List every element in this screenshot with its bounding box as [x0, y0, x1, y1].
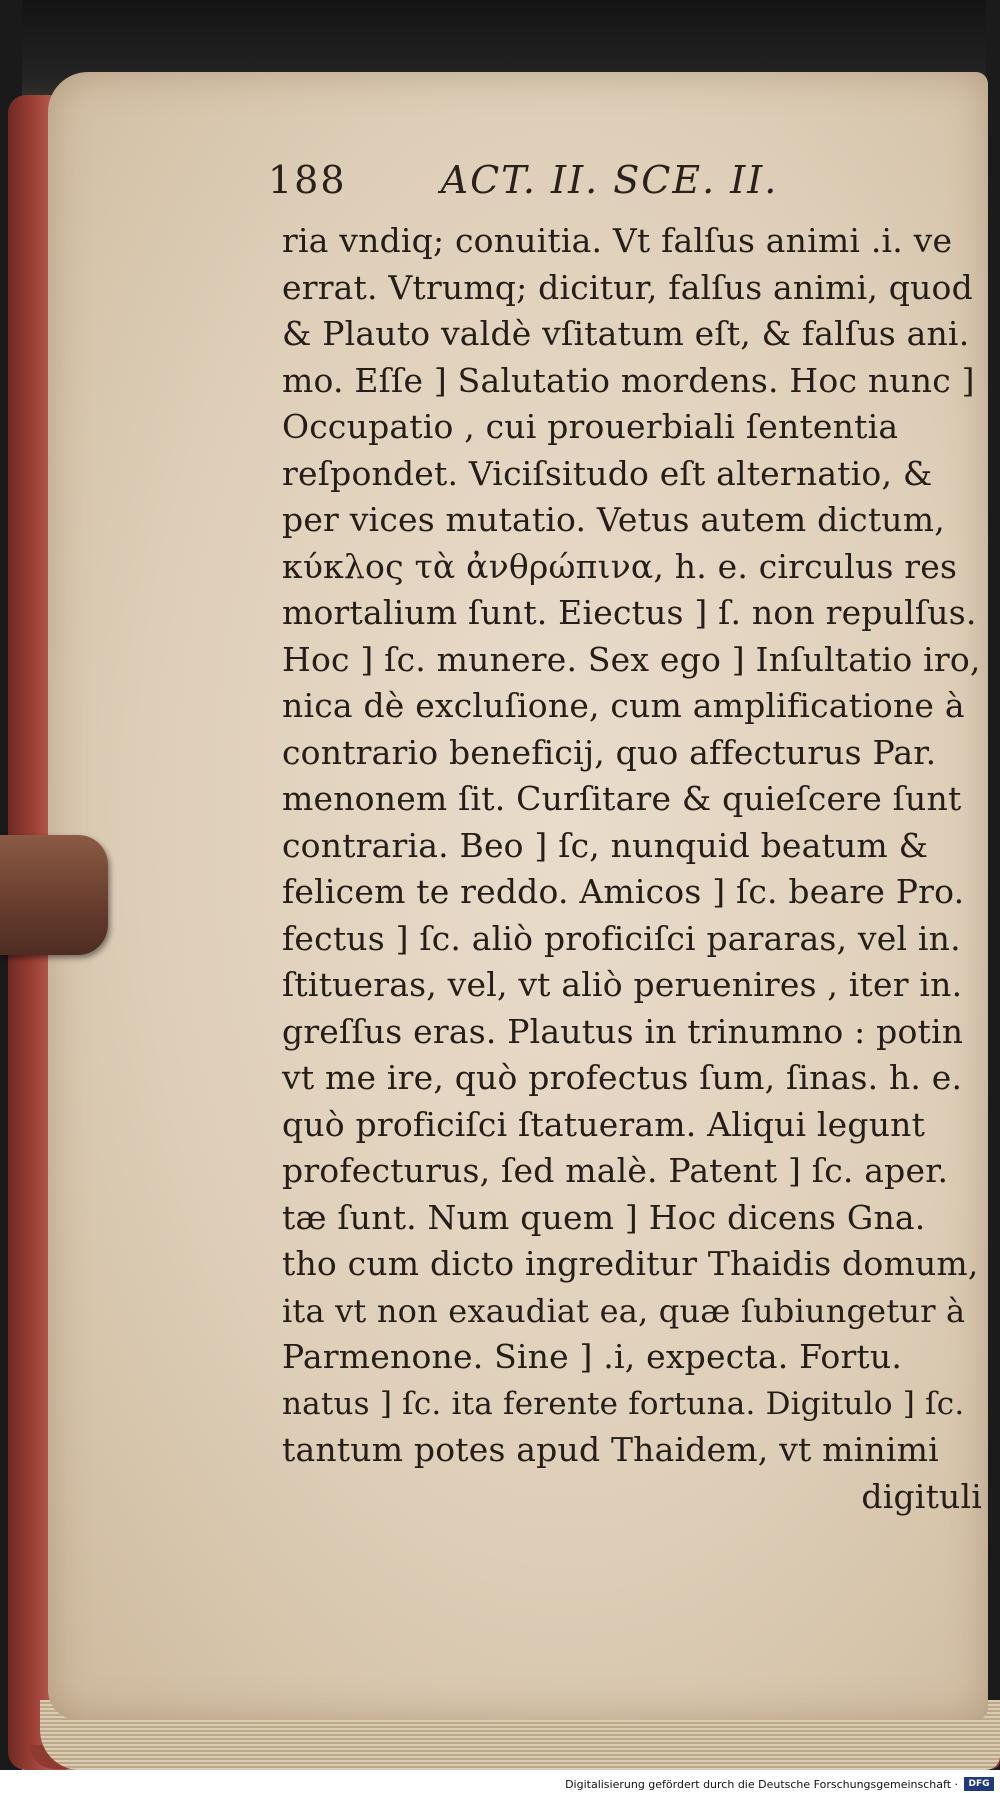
catchword: digituli	[861, 1476, 982, 1516]
text-line: greſſus eras. Plautus in trinumno : potin	[282, 1011, 964, 1051]
commentary-text	[282, 218, 982, 1520]
text-line: menonem ſit. Curſitare & quieſcere ſunt	[282, 779, 962, 818]
running-title: ACT. II. SCE. II.	[440, 158, 779, 202]
running-header	[268, 158, 888, 202]
scan-background-right	[986, 0, 1000, 1793]
text-line: Hoc ] ſc. munere. Sex ego ] Inſultatio iro,	[282, 639, 981, 679]
text-line: tæ ſunt. Num quem ] Hoc dicens Gna.	[282, 1197, 926, 1237]
text-line: Occupatio , cui prouerbiali ſententia	[282, 407, 899, 446]
digitization-credit: Digitalisierung gefördert durch die Deutsche Forschungsgemeinschaft ·	[559, 1776, 958, 1793]
text-line: & Plauto valdè vſitatum eſt, & falſus ani.	[282, 314, 970, 353]
text-line: vt me ire, quò profectus ſum, ſinas. h. e.	[282, 1058, 963, 1097]
text-line: mo. Eſſe ] Salutatio mordens. Hoc nunc ]	[282, 360, 975, 400]
text-line: κύκλος τὰ ἀνθρώπινα, h. e. circulus res	[282, 546, 958, 586]
dfg-logo: DFG	[964, 1777, 994, 1791]
text-line: tantum potes apud Thaidem, vt minimi	[282, 1430, 939, 1469]
text-line: ria vndiq; conuitia. Vt falſus animi .i. ve	[282, 221, 953, 260]
text-line: ſtitueras, vel, vt aliò peruenires , iter in.	[282, 965, 963, 1004]
text-line: fectus ] ſc. aliò proficiſci pararas, vel in.	[282, 918, 961, 958]
text-line: felicem te reddo. Amicos ] ſc. beare Pro.	[282, 872, 965, 911]
text-line: quò proficiſci ſtatueram. Aliqui legunt	[282, 1104, 926, 1144]
leather-clasp	[0, 835, 108, 955]
text-line: per vices mutatio. Vetus autem dictum,	[282, 500, 945, 539]
text-line: nica dè excluſione, cum amplificatione à	[282, 686, 965, 725]
text-line: natus ] ſc. ita ferente fortuna. Digitulo ] ſc.	[282, 1385, 965, 1422]
text-line: profecturus, ſed malè. Patent ] ſc. aper.	[282, 1151, 949, 1190]
text-line: contraria. Beo ] ſc, nunquid beatum &	[282, 825, 929, 865]
text-line: Parmenone. Sine ] .i, expecta. Fortu.	[282, 1337, 903, 1376]
text-line: contrario beneficij, quo affecturus Par.	[282, 732, 937, 772]
text-line: ita vt non exaudiat ea, quæ ſubiungetur à	[282, 1291, 966, 1330]
page-number: 188	[268, 158, 347, 202]
text-line: tho cum dicto ingreditur Thaidis domum,	[282, 1244, 979, 1283]
text-line: errat. Vtrumq; dicitur, falſus animi, quod	[282, 267, 973, 307]
text-line: mortalium ſunt. Eiectus ] ſ. non repulſus.	[282, 593, 977, 632]
text-line: reſpondet. Viciſsitudo eſt alternatio, &	[282, 453, 933, 493]
